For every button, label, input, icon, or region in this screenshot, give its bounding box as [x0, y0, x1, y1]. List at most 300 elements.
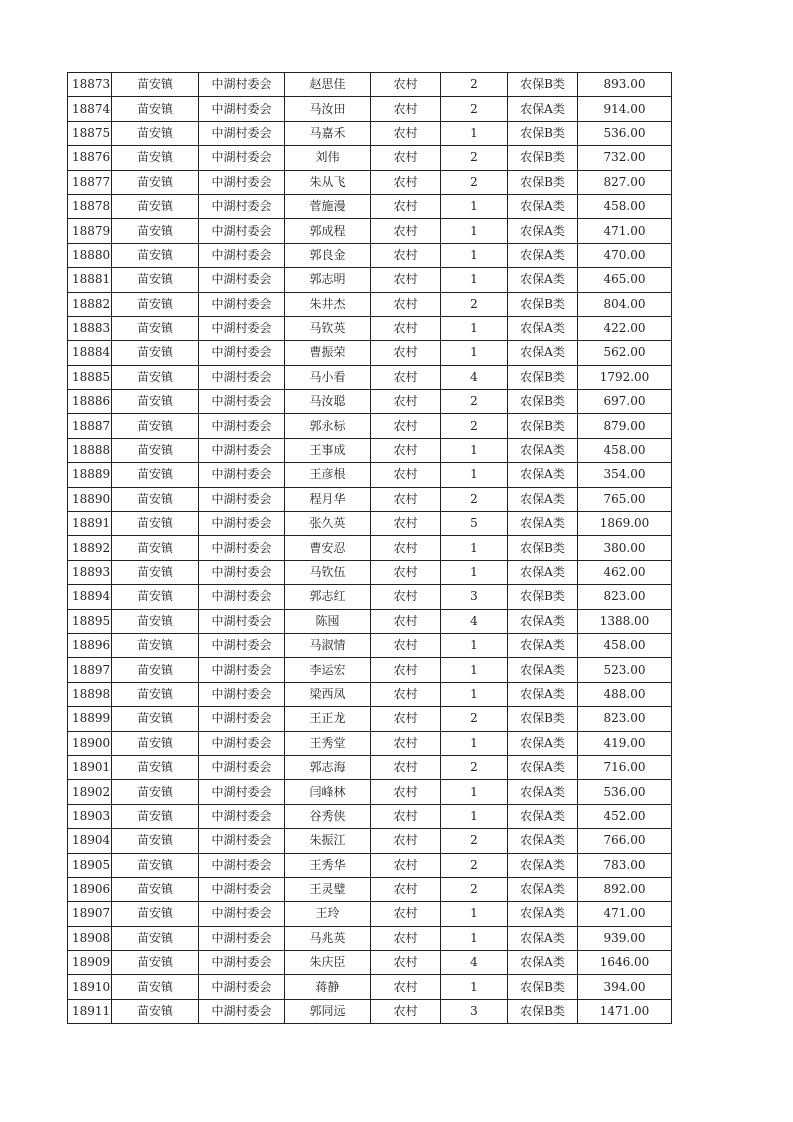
table-row — [68, 658, 672, 682]
village-committee-cell: 中湖村委会 — [199, 999, 285, 1023]
amount-cell: 1388.00 — [578, 609, 672, 633]
insurance-category-cell: 农保A类 — [508, 633, 578, 657]
insurance-category-cell: 农保B类 — [508, 414, 578, 438]
amount-cell: 419.00 — [578, 731, 672, 755]
household-type-cell: 农村 — [371, 536, 441, 560]
village-committee-cell: 中湖村委会 — [199, 146, 285, 170]
record-id-cell: 18905 — [68, 853, 112, 877]
table-row — [68, 268, 672, 292]
insurance-category-cell: 农保A类 — [508, 951, 578, 975]
member-count-cell: 1 — [441, 560, 508, 584]
town-cell: 苗安镇 — [112, 804, 199, 828]
village-committee-cell: 中湖村委会 — [199, 682, 285, 706]
member-count-cell: 2 — [441, 877, 508, 901]
member-count-cell: 1 — [441, 902, 508, 926]
amount-cell: 394.00 — [578, 975, 672, 999]
village-committee-cell: 中湖村委会 — [199, 512, 285, 536]
village-committee-cell: 中湖村委会 — [199, 243, 285, 267]
table-row — [68, 755, 672, 779]
household-type-cell: 农村 — [371, 390, 441, 414]
table-row — [68, 390, 672, 414]
person-name-cell: 郭志红 — [285, 585, 371, 609]
record-id-cell: 18891 — [68, 512, 112, 536]
amount-cell: 452.00 — [578, 804, 672, 828]
insurance-category-cell: 农保B类 — [508, 365, 578, 389]
amount-cell: 562.00 — [578, 341, 672, 365]
household-type-cell: 农村 — [371, 463, 441, 487]
person-name-cell: 马淑情 — [285, 633, 371, 657]
person-name-cell: 王秀华 — [285, 853, 371, 877]
village-committee-cell: 中湖村委会 — [199, 658, 285, 682]
table-row — [68, 902, 672, 926]
town-cell: 苗安镇 — [112, 829, 199, 853]
record-id-cell: 18886 — [68, 390, 112, 414]
household-type-cell: 农村 — [371, 707, 441, 731]
record-id-cell: 18895 — [68, 609, 112, 633]
person-name-cell: 马钦英 — [285, 316, 371, 340]
household-type-cell: 农村 — [371, 146, 441, 170]
record-id-cell: 18908 — [68, 926, 112, 950]
household-type-cell: 农村 — [371, 853, 441, 877]
household-type-cell: 农村 — [371, 365, 441, 389]
insurance-category-cell: 农保B类 — [508, 73, 578, 97]
member-count-cell: 3 — [441, 999, 508, 1023]
town-cell: 苗安镇 — [112, 707, 199, 731]
amount-cell: 823.00 — [578, 585, 672, 609]
record-id-cell: 18898 — [68, 682, 112, 706]
town-cell: 苗安镇 — [112, 951, 199, 975]
town-cell: 苗安镇 — [112, 633, 199, 657]
insurance-category-cell: 农保B类 — [508, 121, 578, 145]
town-cell: 苗安镇 — [112, 365, 199, 389]
table-row — [68, 73, 672, 97]
village-committee-cell: 中湖村委会 — [199, 292, 285, 316]
household-type-cell: 农村 — [371, 512, 441, 536]
household-type-cell: 农村 — [371, 414, 441, 438]
record-id-cell: 18881 — [68, 268, 112, 292]
member-count-cell: 1 — [441, 243, 508, 267]
town-cell: 苗安镇 — [112, 341, 199, 365]
member-count-cell: 4 — [441, 951, 508, 975]
table-row — [68, 97, 672, 121]
table-row — [68, 633, 672, 657]
village-committee-cell: 中湖村委会 — [199, 438, 285, 462]
record-id-cell: 18904 — [68, 829, 112, 853]
table-row — [68, 536, 672, 560]
town-cell: 苗安镇 — [112, 243, 199, 267]
record-id-cell: 18880 — [68, 243, 112, 267]
household-type-cell: 农村 — [371, 97, 441, 121]
household-type-cell: 农村 — [371, 682, 441, 706]
household-type-cell: 农村 — [371, 755, 441, 779]
record-id-cell: 18903 — [68, 804, 112, 828]
village-committee-cell: 中湖村委会 — [199, 316, 285, 340]
household-type-cell: 农村 — [371, 731, 441, 755]
amount-cell: 458.00 — [578, 633, 672, 657]
insurance-category-cell: 农保A类 — [508, 731, 578, 755]
person-name-cell: 陈囤 — [285, 609, 371, 633]
member-count-cell: 1 — [441, 341, 508, 365]
insurance-category-cell: 农保B类 — [508, 975, 578, 999]
household-type-cell: 农村 — [371, 658, 441, 682]
town-cell: 苗安镇 — [112, 512, 199, 536]
town-cell: 苗安镇 — [112, 877, 199, 901]
household-type-cell: 农村 — [371, 316, 441, 340]
town-cell: 苗安镇 — [112, 463, 199, 487]
insurance-category-cell: 农保A类 — [508, 487, 578, 511]
town-cell: 苗安镇 — [112, 219, 199, 243]
record-id-cell: 18876 — [68, 146, 112, 170]
record-id-cell: 18896 — [68, 633, 112, 657]
person-name-cell: 郭同远 — [285, 999, 371, 1023]
record-id-cell: 18900 — [68, 731, 112, 755]
record-id-cell: 18878 — [68, 194, 112, 218]
person-name-cell: 曹安忍 — [285, 536, 371, 560]
table-row — [68, 341, 672, 365]
amount-cell: 827.00 — [578, 170, 672, 194]
table-row — [68, 926, 672, 950]
household-type-cell: 农村 — [371, 292, 441, 316]
village-committee-cell: 中湖村委会 — [199, 755, 285, 779]
village-committee-cell: 中湖村委会 — [199, 560, 285, 584]
table-row — [68, 560, 672, 584]
household-type-cell: 农村 — [371, 341, 441, 365]
person-name-cell: 王彦根 — [285, 463, 371, 487]
insurance-category-cell: 农保A类 — [508, 268, 578, 292]
household-type-cell: 农村 — [371, 804, 441, 828]
insurance-category-cell: 农保A类 — [508, 804, 578, 828]
village-committee-cell: 中湖村委会 — [199, 365, 285, 389]
table-row — [68, 853, 672, 877]
amount-cell: 488.00 — [578, 682, 672, 706]
member-count-cell: 2 — [441, 829, 508, 853]
insurance-category-cell: 农保A类 — [508, 926, 578, 950]
record-id-cell: 18873 — [68, 73, 112, 97]
amount-cell: 893.00 — [578, 73, 672, 97]
member-count-cell: 2 — [441, 414, 508, 438]
member-count-cell: 2 — [441, 390, 508, 414]
town-cell: 苗安镇 — [112, 755, 199, 779]
insurance-category-cell: 农保A类 — [508, 316, 578, 340]
town-cell: 苗安镇 — [112, 146, 199, 170]
town-cell: 苗安镇 — [112, 585, 199, 609]
member-count-cell: 1 — [441, 268, 508, 292]
record-id-cell: 18889 — [68, 463, 112, 487]
amount-cell: 1792.00 — [578, 365, 672, 389]
insurance-category-cell: 农保B类 — [508, 146, 578, 170]
table-row — [68, 487, 672, 511]
member-count-cell: 1 — [441, 536, 508, 560]
table-row — [68, 170, 672, 194]
amount-cell: 523.00 — [578, 658, 672, 682]
table-row — [68, 731, 672, 755]
record-id-cell: 18901 — [68, 755, 112, 779]
person-name-cell: 马汝聪 — [285, 390, 371, 414]
table-row — [68, 414, 672, 438]
record-id-cell: 18885 — [68, 365, 112, 389]
insurance-category-cell: 农保B类 — [508, 999, 578, 1023]
household-type-cell: 农村 — [371, 219, 441, 243]
village-committee-cell: 中湖村委会 — [199, 121, 285, 145]
amount-cell: 697.00 — [578, 390, 672, 414]
village-committee-cell: 中湖村委会 — [199, 829, 285, 853]
town-cell: 苗安镇 — [112, 731, 199, 755]
record-id-cell: 18877 — [68, 170, 112, 194]
record-id-cell: 18890 — [68, 487, 112, 511]
person-name-cell: 闫峰林 — [285, 780, 371, 804]
household-type-cell: 农村 — [371, 438, 441, 462]
village-committee-cell: 中湖村委会 — [199, 804, 285, 828]
amount-cell: 716.00 — [578, 755, 672, 779]
household-type-cell: 农村 — [371, 951, 441, 975]
household-type-cell: 农村 — [371, 902, 441, 926]
table-row — [68, 463, 672, 487]
table-row — [68, 999, 672, 1023]
insurance-category-cell: 农保A类 — [508, 755, 578, 779]
amount-cell: 879.00 — [578, 414, 672, 438]
record-id-cell: 18899 — [68, 707, 112, 731]
town-cell: 苗安镇 — [112, 390, 199, 414]
table-row — [68, 780, 672, 804]
member-count-cell: 1 — [441, 633, 508, 657]
town-cell: 苗安镇 — [112, 316, 199, 340]
village-committee-cell: 中湖村委会 — [199, 194, 285, 218]
member-count-cell: 1 — [441, 780, 508, 804]
person-name-cell: 郭良金 — [285, 243, 371, 267]
member-count-cell: 1 — [441, 682, 508, 706]
amount-cell: 380.00 — [578, 536, 672, 560]
insurance-category-cell: 农保B类 — [508, 292, 578, 316]
insurance-category-cell: 农保B类 — [508, 390, 578, 414]
insurance-category-cell: 农保A类 — [508, 560, 578, 584]
member-count-cell: 3 — [441, 585, 508, 609]
household-type-cell: 农村 — [371, 926, 441, 950]
person-name-cell: 郭成程 — [285, 219, 371, 243]
member-count-cell: 1 — [441, 438, 508, 462]
member-count-cell: 1 — [441, 731, 508, 755]
town-cell: 苗安镇 — [112, 902, 199, 926]
table-row — [68, 292, 672, 316]
household-type-cell: 农村 — [371, 121, 441, 145]
village-committee-cell: 中湖村委会 — [199, 707, 285, 731]
village-committee-cell: 中湖村委会 — [199, 170, 285, 194]
person-name-cell: 马钦伍 — [285, 560, 371, 584]
member-count-cell: 4 — [441, 609, 508, 633]
village-committee-cell: 中湖村委会 — [199, 877, 285, 901]
records-table — [67, 72, 672, 1024]
insurance-category-cell: 农保B类 — [508, 707, 578, 731]
household-type-cell: 农村 — [371, 585, 441, 609]
table-row — [68, 877, 672, 901]
amount-cell: 536.00 — [578, 780, 672, 804]
amount-cell: 914.00 — [578, 97, 672, 121]
member-count-cell: 1 — [441, 926, 508, 950]
amount-cell: 1646.00 — [578, 951, 672, 975]
record-id-cell: 18883 — [68, 316, 112, 340]
person-name-cell: 郭志明 — [285, 268, 371, 292]
record-id-cell: 18907 — [68, 902, 112, 926]
member-count-cell: 2 — [441, 487, 508, 511]
village-committee-cell: 中湖村委会 — [199, 975, 285, 999]
village-committee-cell: 中湖村委会 — [199, 414, 285, 438]
person-name-cell: 李运宏 — [285, 658, 371, 682]
town-cell: 苗安镇 — [112, 170, 199, 194]
record-id-cell: 18882 — [68, 292, 112, 316]
member-count-cell: 1 — [441, 804, 508, 828]
table-row — [68, 121, 672, 145]
record-id-cell: 18902 — [68, 780, 112, 804]
town-cell: 苗安镇 — [112, 658, 199, 682]
insurance-category-cell: 农保B类 — [508, 585, 578, 609]
amount-cell: 471.00 — [578, 902, 672, 926]
village-committee-cell: 中湖村委会 — [199, 609, 285, 633]
person-name-cell: 蒋静 — [285, 975, 371, 999]
person-name-cell: 刘伟 — [285, 146, 371, 170]
record-id-cell: 18910 — [68, 975, 112, 999]
town-cell: 苗安镇 — [112, 194, 199, 218]
village-committee-cell: 中湖村委会 — [199, 731, 285, 755]
member-count-cell: 1 — [441, 658, 508, 682]
record-id-cell: 18911 — [68, 999, 112, 1023]
member-count-cell: 1 — [441, 975, 508, 999]
town-cell: 苗安镇 — [112, 487, 199, 511]
person-name-cell: 马汝田 — [285, 97, 371, 121]
town-cell: 苗安镇 — [112, 975, 199, 999]
member-count-cell: 2 — [441, 755, 508, 779]
insurance-category-cell: 农保A类 — [508, 780, 578, 804]
insurance-category-cell: 农保A类 — [508, 463, 578, 487]
person-name-cell: 曹振荣 — [285, 341, 371, 365]
table-row — [68, 365, 672, 389]
table-row — [68, 682, 672, 706]
table-row — [68, 951, 672, 975]
household-type-cell: 农村 — [371, 194, 441, 218]
member-count-cell: 1 — [441, 121, 508, 145]
person-name-cell: 程月华 — [285, 487, 371, 511]
insurance-category-cell: 农保A类 — [508, 512, 578, 536]
amount-cell: 939.00 — [578, 926, 672, 950]
household-type-cell: 农村 — [371, 73, 441, 97]
insurance-category-cell: 农保A类 — [508, 219, 578, 243]
town-cell: 苗安镇 — [112, 268, 199, 292]
member-count-cell: 5 — [441, 512, 508, 536]
amount-cell: 354.00 — [578, 463, 672, 487]
town-cell: 苗安镇 — [112, 853, 199, 877]
amount-cell: 470.00 — [578, 243, 672, 267]
town-cell: 苗安镇 — [112, 780, 199, 804]
person-name-cell: 马兆英 — [285, 926, 371, 950]
table-row — [68, 146, 672, 170]
person-name-cell: 谷秀侠 — [285, 804, 371, 828]
town-cell: 苗安镇 — [112, 121, 199, 145]
amount-cell: 465.00 — [578, 268, 672, 292]
member-count-cell: 2 — [441, 707, 508, 731]
amount-cell: 892.00 — [578, 877, 672, 901]
table-row — [68, 707, 672, 731]
record-id-cell: 18906 — [68, 877, 112, 901]
town-cell: 苗安镇 — [112, 438, 199, 462]
insurance-category-cell: 农保A类 — [508, 658, 578, 682]
table-row — [68, 512, 672, 536]
insurance-category-cell: 农保A类 — [508, 609, 578, 633]
person-name-cell: 马小看 — [285, 365, 371, 389]
insurance-category-cell: 农保A类 — [508, 902, 578, 926]
record-id-cell: 18874 — [68, 97, 112, 121]
table-row — [68, 829, 672, 853]
member-count-cell: 2 — [441, 146, 508, 170]
amount-cell: 536.00 — [578, 121, 672, 145]
table-row — [68, 609, 672, 633]
village-committee-cell: 中湖村委会 — [199, 536, 285, 560]
member-count-cell: 2 — [441, 853, 508, 877]
member-count-cell: 1 — [441, 219, 508, 243]
town-cell: 苗安镇 — [112, 682, 199, 706]
household-type-cell: 农村 — [371, 633, 441, 657]
record-id-cell: 18879 — [68, 219, 112, 243]
village-committee-cell: 中湖村委会 — [199, 487, 285, 511]
person-name-cell: 王事成 — [285, 438, 371, 462]
member-count-cell: 1 — [441, 316, 508, 340]
person-name-cell: 张久英 — [285, 512, 371, 536]
person-name-cell: 王正龙 — [285, 707, 371, 731]
record-id-cell: 18888 — [68, 438, 112, 462]
village-committee-cell: 中湖村委会 — [199, 341, 285, 365]
person-name-cell: 王灵璧 — [285, 877, 371, 901]
person-name-cell: 梁西凤 — [285, 682, 371, 706]
record-id-cell: 18884 — [68, 341, 112, 365]
household-type-cell: 农村 — [371, 829, 441, 853]
person-name-cell: 王玲 — [285, 902, 371, 926]
village-committee-cell: 中湖村委会 — [199, 268, 285, 292]
household-type-cell: 农村 — [371, 170, 441, 194]
town-cell: 苗安镇 — [112, 560, 199, 584]
insurance-category-cell: 农保A类 — [508, 97, 578, 121]
village-committee-cell: 中湖村委会 — [199, 780, 285, 804]
record-id-cell: 18892 — [68, 536, 112, 560]
person-name-cell: 朱井杰 — [285, 292, 371, 316]
town-cell: 苗安镇 — [112, 609, 199, 633]
amount-cell: 765.00 — [578, 487, 672, 511]
table-row — [68, 219, 672, 243]
table-row — [68, 438, 672, 462]
person-name-cell: 郭永标 — [285, 414, 371, 438]
member-count-cell: 1 — [441, 194, 508, 218]
household-type-cell: 农村 — [371, 999, 441, 1023]
town-cell: 苗安镇 — [112, 97, 199, 121]
person-name-cell: 马嘉禾 — [285, 121, 371, 145]
record-id-cell: 18875 — [68, 121, 112, 145]
amount-cell: 804.00 — [578, 292, 672, 316]
village-committee-cell: 中湖村委会 — [199, 97, 285, 121]
person-name-cell: 朱从飞 — [285, 170, 371, 194]
member-count-cell: 2 — [441, 73, 508, 97]
record-id-cell: 18893 — [68, 560, 112, 584]
amount-cell: 422.00 — [578, 316, 672, 340]
insurance-category-cell: 农保A类 — [508, 341, 578, 365]
insurance-category-cell: 农保A类 — [508, 243, 578, 267]
village-committee-cell: 中湖村委会 — [199, 463, 285, 487]
village-committee-cell: 中湖村委会 — [199, 390, 285, 414]
member-count-cell: 1 — [441, 463, 508, 487]
member-count-cell: 2 — [441, 97, 508, 121]
table-body — [68, 73, 672, 1024]
amount-cell: 1869.00 — [578, 512, 672, 536]
household-type-cell: 农村 — [371, 487, 441, 511]
table-row — [68, 243, 672, 267]
record-id-cell: 18894 — [68, 585, 112, 609]
household-type-cell: 农村 — [371, 560, 441, 584]
amount-cell: 1471.00 — [578, 999, 672, 1023]
